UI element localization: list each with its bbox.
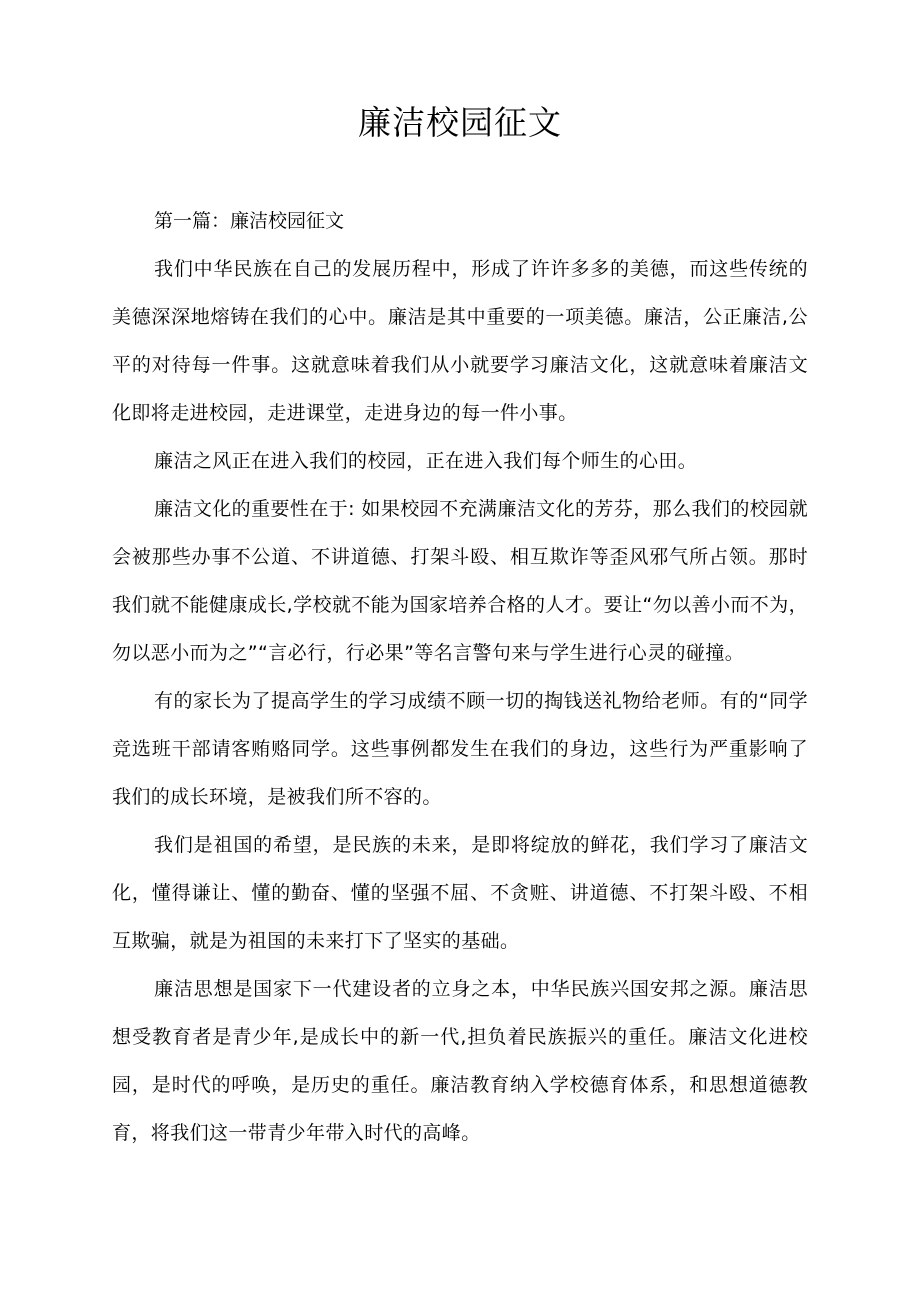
paragraph: 我们是祖国的希望，是民族的未来，是即将绽放的鲜花，我们学习了廉洁文化，懂得谦让、懂的勤奋、懂的坚强不屈、不贪赃、讲道德、不打架斗殴、不相互欺骗，就是为祖国的未来打下了坚实的基础。: [112, 834, 808, 952]
page-title: 廉洁校园征文: [358, 103, 562, 142]
paragraph: 廉洁文化的重要性在于: 如果校园不充满廉洁文化的芳芬，那么我们的校园就会被那些办事不公道、不讲道德、打架斗殴、相互欺诈等歪风邪气所占领。那时我们就不能健康成长,学校就不能为国家培养合格的人才。要让“勿以善小而不为，勿以恶小而为之”“言必行，行必果”等名言警句来与学生进行心灵的碰撞。: [112, 498, 808, 664]
paragraph: 有的家长为了提高学生的学习成绩不顾一切的掏钱送礼物给老师。有的“同学竞选班干部请客贿赂同学。这些事例都发生在我们的身边，这些行为严重影响了我们的成长环境，是被我们所不容的。: [112, 690, 808, 808]
paragraph: 廉洁思想是国家下一代建设者的立身之本，中华民族兴国安邦之源。廉洁思想受教育者是青少年,是成长中的新一代,担负着民族振兴的重任。廉洁文化进校园，是时代的呼唤，是历史的重任。廉洁教育纳入学校德育体系，和思想道德教育，将我们这一带青少年带入时代的高峰。: [112, 978, 808, 1144]
section-heading: 第一篇：廉洁校园征文: [154, 210, 345, 232]
document-body: [112, 197, 808, 1157]
paragraph: 廉洁之风正在进入我们的校园，正在进入我们每个师生的心田。: [154, 450, 698, 472]
paragraph: 我们中华民族在自己的发展历程中，形成了许许多多的美德，而这些传统的美德深深地熔铸在我们的心中。廉洁是其中重要的一项美德。廉洁，公正廉洁,公平的对待每一件事。这就意味着我们从小就要学习廉洁文化，这就意味着廉洁文化即将走进校园，走进课堂，走进身边的每一件小事。: [112, 258, 808, 424]
